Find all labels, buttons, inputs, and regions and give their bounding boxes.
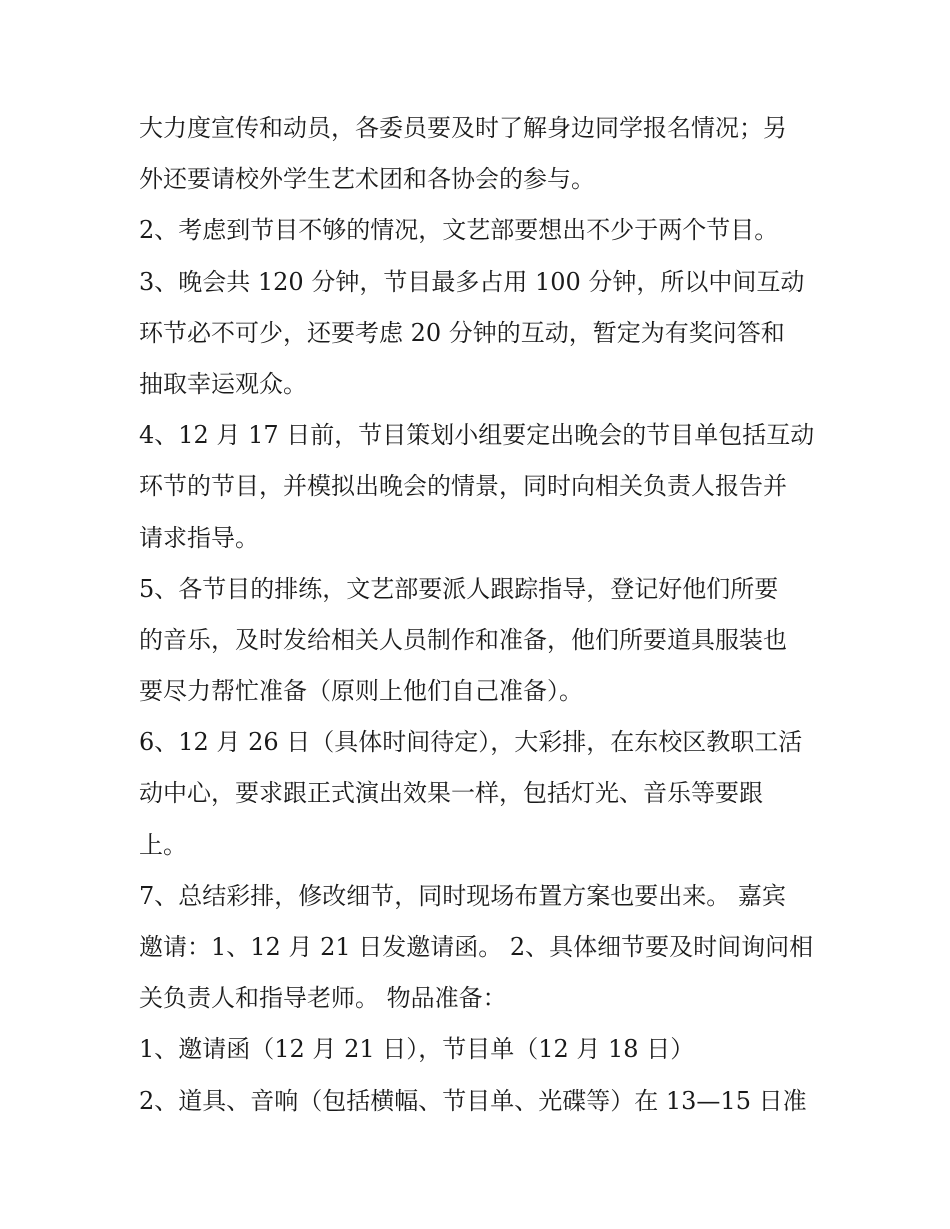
text-line-17: 邀请：1、12 月 21 日发邀请函。 2、具体细节要及时间询问相 — [139, 933, 814, 961]
text-line-18: 关负责人和指导老师。 物品准备： — [139, 984, 507, 1013]
text-line-20: 2、道具、音响（包括横幅、节目单、光碟等）在 13—15 日准 — [139, 1086, 807, 1115]
text-line-10: 5、各节目的排练，文艺部要派人跟踪指导，登记好他们所要 — [139, 574, 779, 603]
text-line-19: 1、邀请函（12 月 21 日），节目单（12 月 18 日） — [139, 1035, 695, 1064]
text-line-6: 抽取幸运观众。 — [139, 369, 307, 398]
text-line-8: 环节的节目，并模拟出晚会的情景，同时向相关负责人报告并 — [139, 472, 787, 501]
text-line-3: 2、考虑到节目不够的情况，文艺部要想出不少于两个节目。 — [139, 216, 779, 245]
text-line-12: 要尽力帮忙准备（原则上他们自己准备）。 — [139, 677, 583, 706]
text-line-2: 外还要请校外学生艺术团和各协会的参与。 — [139, 165, 595, 194]
document-body — [139, 103, 829, 1127]
text-line-15: 上。 — [139, 830, 187, 859]
text-line-16: 7、总结彩排，修改细节，同时现场布置方案也要出来。 嘉宾 — [139, 881, 786, 910]
text-line-5: 环节必不可少，还要考虑 20 分钟的互动，暂定为有奖问答和 — [139, 318, 785, 347]
text-line-7: 4、12 月 17 日前，节目策划小组要定出晚会的节目单包括互动 — [139, 421, 815, 450]
text-line-14: 动中心，要求跟正式演出效果一样，包括灯光、音乐等要跟 — [139, 779, 763, 808]
text-line-11: 的音乐，及时发给相关人员制作和准备，他们所要道具服装也 — [139, 625, 787, 654]
text-line-13: 6、12 月 26 日（具体时间待定），大彩排，在东校区教职工活 — [139, 728, 803, 757]
text-line-4: 3、晚会共 120 分钟，节目最多占用 100 分钟，所以中间互动 — [139, 267, 805, 296]
text-line-9: 请求指导。 — [139, 523, 259, 552]
text-line-1: 大力度宣传和动员，各委员要及时了解身边同学报名情况；另 — [139, 114, 787, 142]
